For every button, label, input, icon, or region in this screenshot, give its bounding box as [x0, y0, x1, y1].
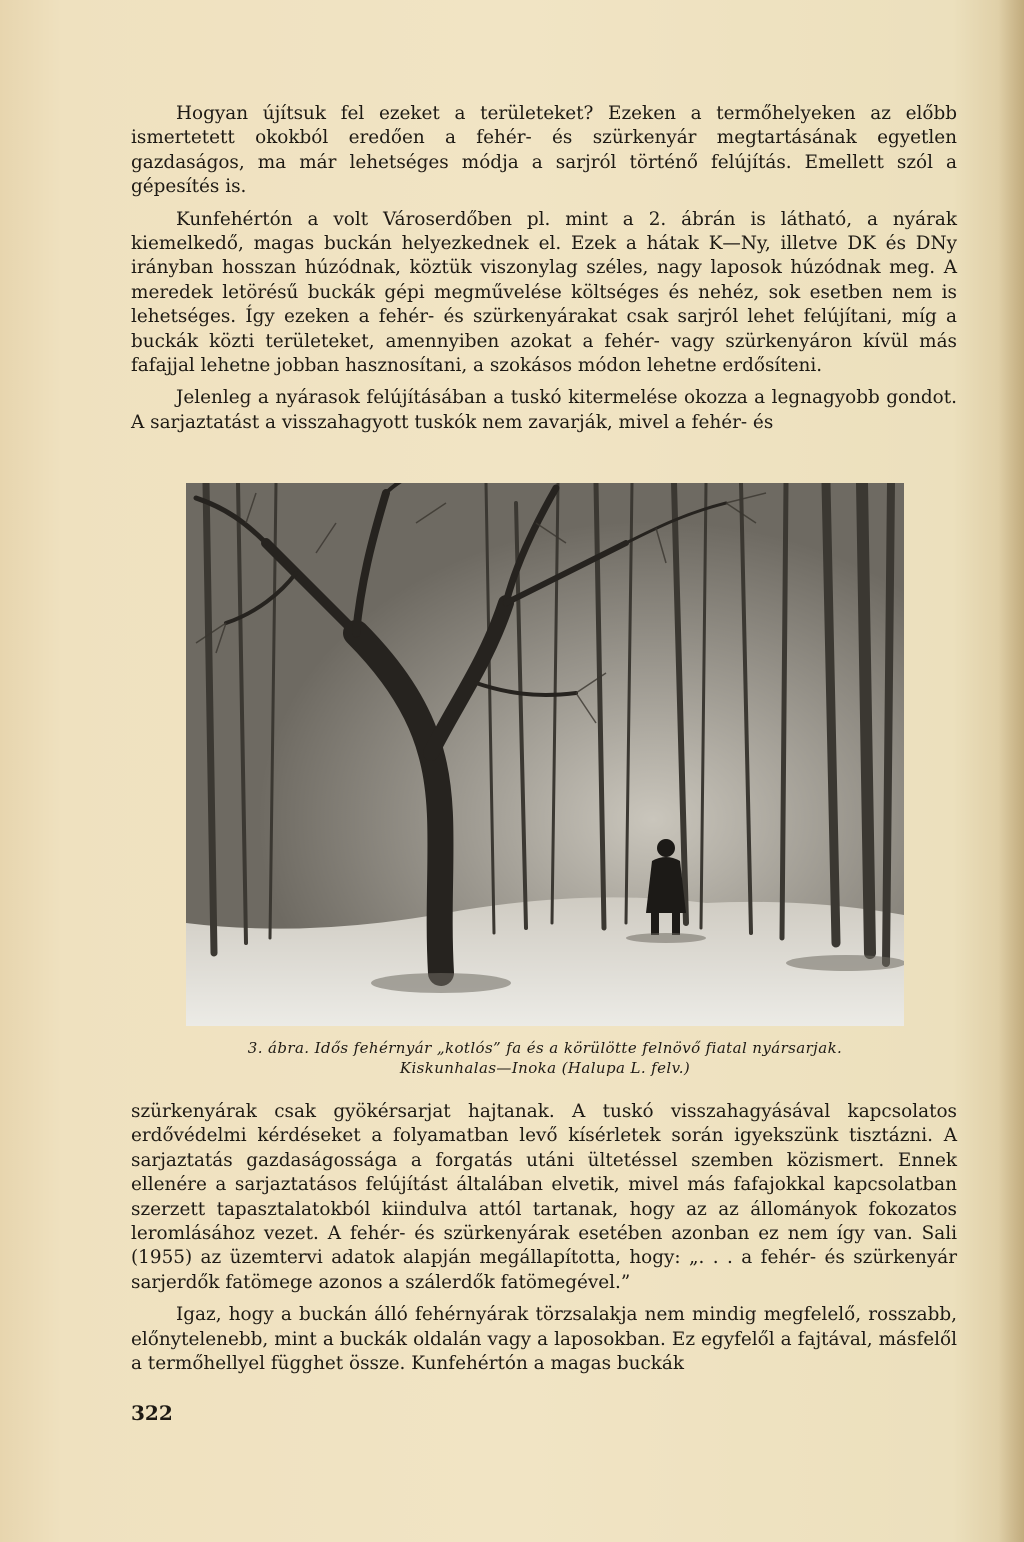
- page-edge-shadow: [998, 0, 1024, 1542]
- text-block-top: [131, 102, 957, 435]
- paragraph: Igaz, hogy a buckán álló fehérnyárak törzsalakja nem mindig megfelelő, rosszabb, előnytelenebb, mint a buckák oldalán vagy a laposokban. Ez egyfelől a fajtával, másfelől a termőhellyel függhet össze. Kunfehértón a magas buckák: [131, 1304, 957, 1375]
- text-block-bottom: [131, 1100, 957, 1376]
- figure-caption-line-2: Kiskunhalas—Inoka (Halupa L. felv.): [399, 1059, 691, 1077]
- paragraph: Hogyan újítsuk fel ezeket a területeket? Ezeken a termőhelyeken az előbb ismertetett okokból eredően a fehér- és szürkenyár megtartásának egyetlen gazdaságos, ma már lehetséges módja a sarjról történő felújítás. Emellett szól a gépesítés is.: [131, 103, 957, 198]
- paragraph: szürkenyárak csak gyökérsarjat hajtanak. A tuskó visszahagyásával kapcsolatos erdővédelmi kérdéseket a folyamatban levő kísérletek során igyekszünk tisztázni. A sarjaztatás gazdaságossága a forgatás utáni ültetéssel szemben közismert. Ennek ellenére a sarjaztatásos felújítást általában elvetik, mivel más fafajokkal kapcsolatban szerzett tapasztalatokból kiindulva attól tartanak, hogy az az állományok fokozatos leromlásához vezet. A fehér- és szürkenyárak esetében azonban ez nem így van. Sali (1955) az üzemtervi adatok alapján megállapította, hogy: „. . . a fehér- és szürkenyár sarjerdők fatömege azonos a szálerdők fatömegével.”: [131, 1101, 957, 1293]
- forest-photograph: [186, 483, 904, 1026]
- paragraph: Kunfehértón a volt Városerdőben pl. mint a 2. ábrán is látható, a nyárak kiemelkedő, magas buckán helyezkednek el. Ezek a hátak K—Ny, illetve DK és DNy irányban hosszan húzódnak, köztük viszonylag széles, nagy laposok húzódnak meg. A meredek letörésű buckák gépi megművelése költséges és nehéz, sok esetben nem is lehetséges. Így ezeken a fehér- és szürkenyárakat csak sarjról lehet felújítani, míg a buckák közti területeket, amennyiben azokat a fehér- vagy szürkenyáron kívül más fafajjal lehetne jobban hasznosítani, a szokásos módon lehetne erdősíteni.: [131, 208, 957, 377]
- figure-caption-line-1: 3. ábra. Idős fehérnyár „kotlós” fa és a körülötte felnövő fiatal nyársarjak.: [247, 1039, 843, 1057]
- paragraph: Jelenleg a nyárasok felújításában a tuskó kitermelése okozza a legnagyobb gondot. A sarjaztatást a visszahagyott tuskók nem zavarják, mivel a fehér- és: [131, 387, 957, 433]
- page-number: 322: [131, 1401, 173, 1425]
